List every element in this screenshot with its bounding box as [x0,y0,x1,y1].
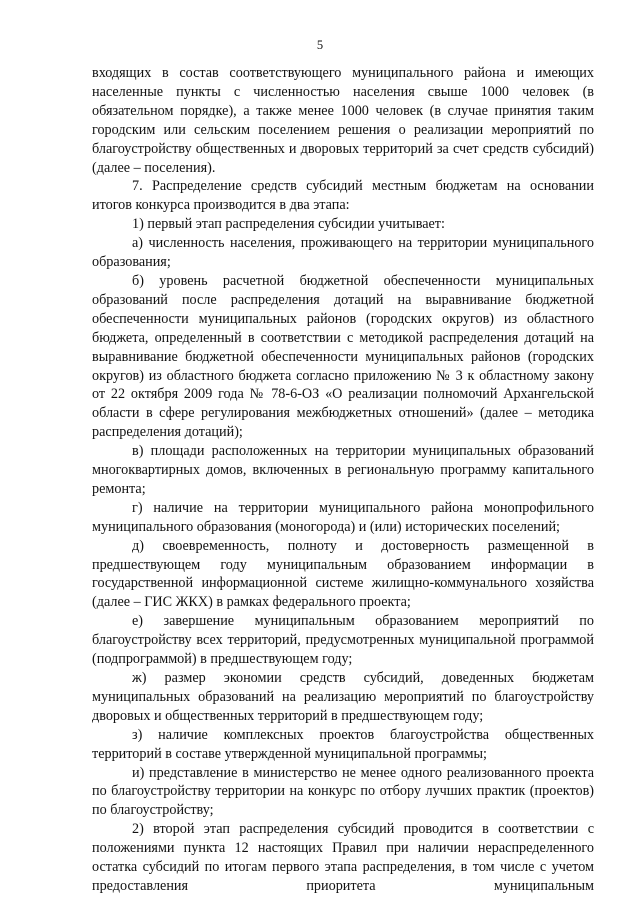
paragraph-subitem-i: и) представление в министерство не менее одного реализованного проекта по благоустройству территории на конкурс по отбору лучших практик (проектов) по благоустройству; [92,764,594,819]
paragraph-subitem-e: е) завершение муниципальным образованием мероприятий по благоустройству всех территорий, предусмотренных муниципальной программой (подпрограммой) в предшествующем году; [92,613,594,668]
document-body [92,64,594,896]
paragraph-stage-1: 1) первый этап распределения субсидии учитывает: [132,216,445,233]
paragraph-subitem-zh: ж) размер экономии средств субсидий, доведенных бюджетам муниципальных образований на реализацию мероприятий по благоустройству дворовых и общественных территорий в предшествующем году; [92,670,594,724]
paragraph-stage-2: 2) второй этап распределения субсидий проводится в соответствии с положениями пункта 12 настоящих Правил при наличии нераспределенного остатка субсидий по итогам первого этапа распределения, в том числе с учетом предоставления приоритета муниципальным [92,821,594,894]
paragraph-subitem-a: а) численность населения, проживающего на территории муниципального образования; [92,235,594,271]
paragraph-subitem-b: б) уровень расчетной бюджетной обеспеченности муниципальных образований после распределения дотаций на выравнивание бюджетной обеспеченности муниципальных районов (городских округов) из областного бюджета, определенный в соответствии с методикой распределения дотаций на выравнивание бюджетной обеспеченности муниципальных районов (городских округов) из областного бюджета согласно приложению № 3 к областному закону от 22 октября 2009 года № 78-6-ОЗ «О реализации полномочий Архангельской области в сфере регулирования межбюджетных отношений» (далее – методика распределения дотаций); [92,272,594,441]
page-number: 5 [316,38,324,52]
paragraph-subitem-g: г) наличие на территории муниципального района монопрофильного муниципального образования (моногорода) и (или) исторических поселений; [92,499,594,535]
paragraph-subitem-z: з) наличие комплексных проектов благоустройства общественных территорий в составе утвержденной муниципальной программы; [92,726,594,762]
paragraph-item-7: 7. Распределение средств субсидий местным бюджетам на основании итогов конкурса производится в два этапа: [92,178,594,214]
paragraph-subitem-d: д) своевременность, полноту и достоверность размещенной в предшествующем году муниципальным образованием информации в государственной информационной системе жилищно-коммунального хозяйства (далее – ГИС ЖКХ) в рамках федерального проекта; [92,537,594,611]
paragraph-intro-continuation: входящих в состав соответствующего муниципального района и имеющих населенные пункты с численностью населения свыше 1000 человек (в обязательном порядке), а также менее 1000 человек (в случае принятия таким городским или сельским поселением решения о реализации мероприятий по благоустройству общественных и дворовых территорий за счет средств субсидий) (далее – поселения). [92,65,594,176]
paragraph-subitem-v: в) площади расположенных на территории муниципальных образований многоквартирных домов, включенных в региональную программу капитального ремонта; [92,443,594,497]
